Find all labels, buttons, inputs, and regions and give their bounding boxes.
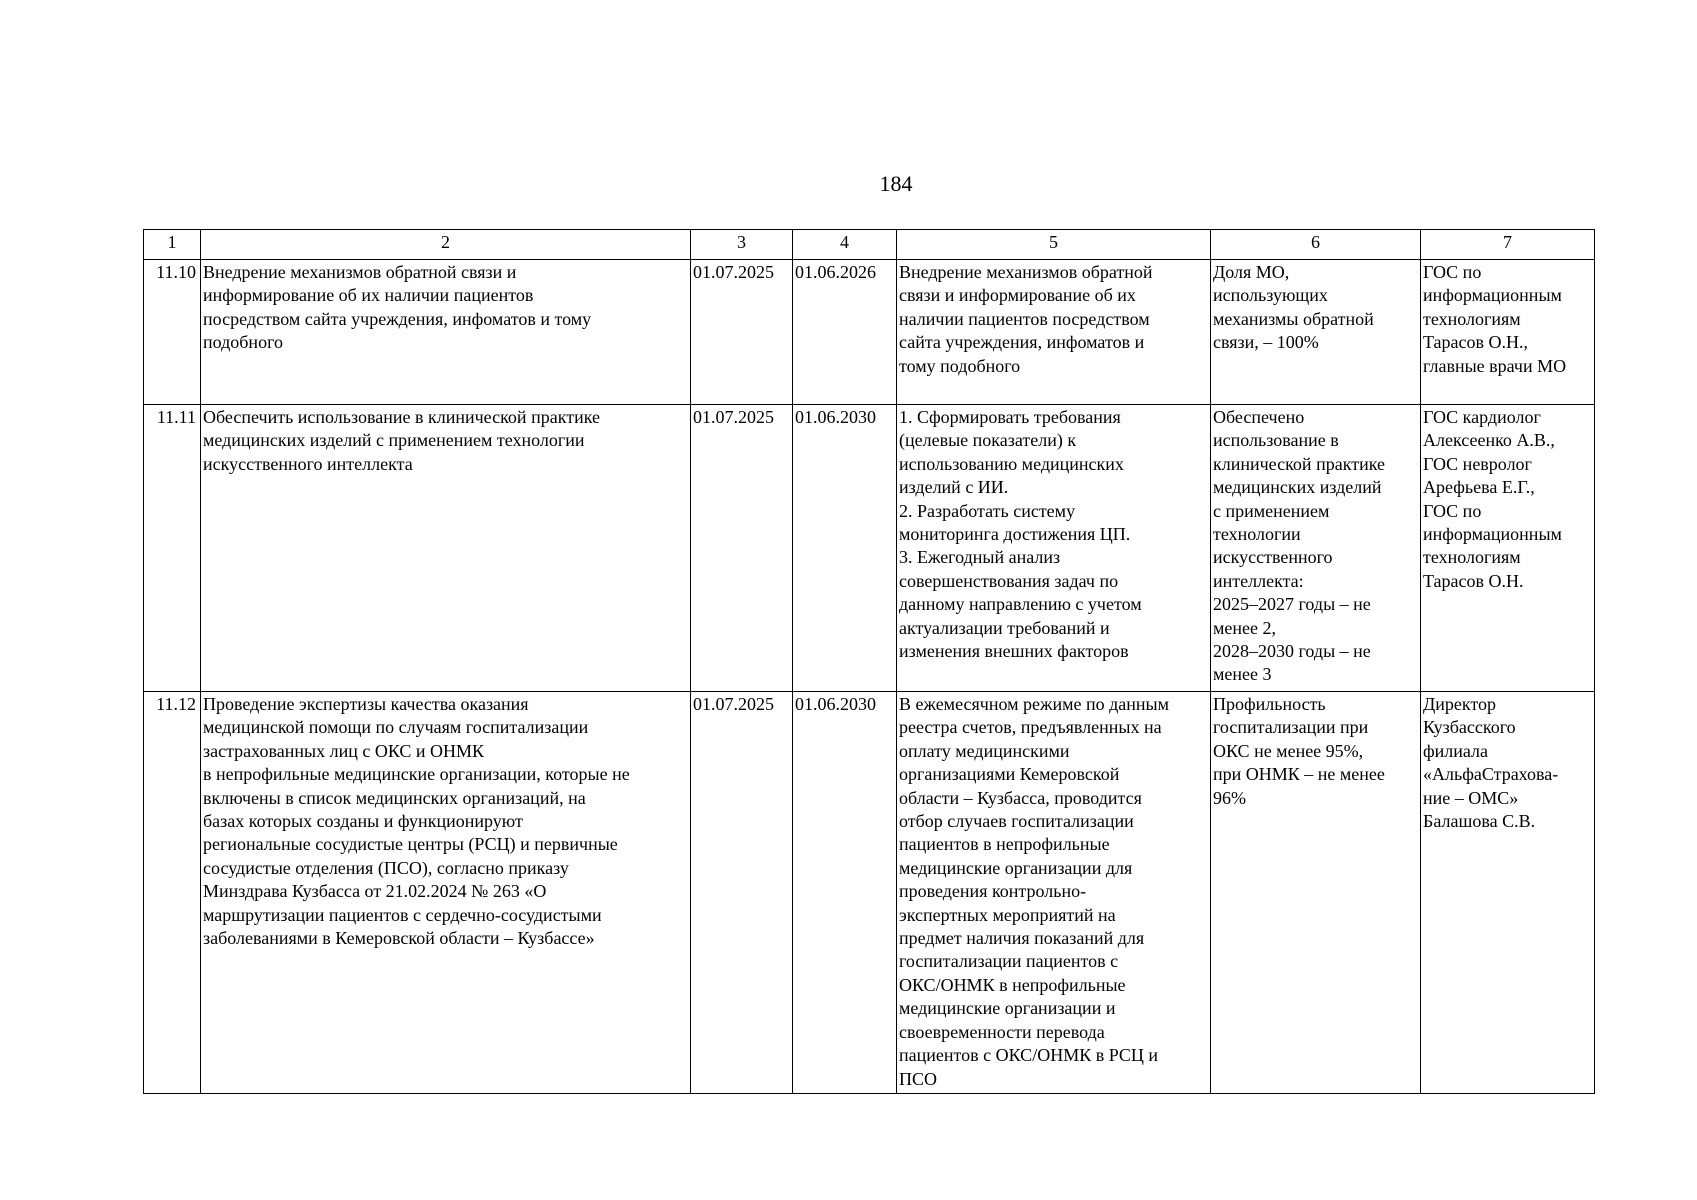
actions-cell xyxy=(897,692,1211,1094)
column-header-1: 1 xyxy=(144,230,201,260)
end-date: 01.06.2030 xyxy=(793,692,897,1094)
row-number: 11.10 xyxy=(144,260,201,405)
activity-cell xyxy=(201,405,691,692)
responsible-cell xyxy=(1421,692,1595,1094)
end-date: 01.06.2026 xyxy=(793,260,897,405)
column-header-6: 6 xyxy=(1211,230,1421,260)
end-date: 01.06.2030 xyxy=(793,405,897,692)
plan-table xyxy=(143,229,1595,1094)
row-number: 11.11 xyxy=(144,405,201,692)
start-date: 01.07.2025 xyxy=(691,260,793,405)
start-date: 01.07.2025 xyxy=(691,692,793,1094)
activity-cell xyxy=(201,692,691,1094)
responsible-text: ГОС кардиолог Алексеенко А.В., ГОС невролог Арефьева Е.Г., ГОС по информационным технологиям Тарасов О.Н. xyxy=(1423,407,1562,591)
column-header-3: 3 xyxy=(691,230,793,260)
activity-text: Внедрение механизмов обратной связи и информирование об их наличии пациентов посредством сайта учреждения, инфоматов и тому подобного xyxy=(203,262,592,353)
indicator-text: Доля МО, использующих механизмы обратной связи, – 100% xyxy=(1213,262,1374,353)
responsible-cell xyxy=(1421,405,1595,692)
activity-text: Обеспечить использование в клинической практике медицинских изделий с применением технологии искусственного интеллекта xyxy=(203,407,600,474)
actions-text: 1. Сформировать требования (целевые показатели) к использованию медицинских изделий с ИИ. 2. Разработать систему мониторинга достижения ЦП. 3. Ежегодный анализ совершенствования задач по данному направлению с учетом актуализации требований и изменения внешних факторов xyxy=(899,407,1142,662)
activity-text: Проведение экспертизы качества оказания медицинской помощи по случаям госпитализации застрахованных лиц с ОКС и ОНМК в непрофильные медицинские организации, которые не включены в список медицинских организаций, на базах которых созданы и функционируют региональные сосудистые центры (РСЦ) и первичные сосудистые отделения (ПСО), согласно приказу Минздрава Кузбасса от 21.02.2024 № 263 «О маршрутизации пациентов с сердечно-сосудистыми заболеваниями в Кемеровской области – Кузбассе» xyxy=(203,694,630,949)
indicator-cell xyxy=(1211,405,1421,692)
table-row xyxy=(144,260,1595,405)
actions-text: В ежемесячном режиме по данным реестра счетов, предъявленных на оплату медицинскими организациями Кемеровской области – Кузбасса, проводится отбор случаев госпитализации пациентов в непрофильные медицинские организации для проведения контрольно- экспертных мероприятий на предмет наличия показаний для госпитализации пациентов с ОКС/ОНМК в непрофильные медицинские организации и своевременности перевода пациентов с ОКС/ОНМК в РСЦ и ПСО xyxy=(899,694,1169,1089)
indicator-cell xyxy=(1211,692,1421,1094)
responsible-text: ГОС по информационным технологиям Тарасов О.Н., главные врачи МО xyxy=(1423,262,1567,376)
indicator-text: Профильность госпитализации при ОКС не менее 95%, при ОНМК – не менее 96% xyxy=(1213,694,1385,808)
indicator-text: Обеспечено использование в клинической практике медицинских изделий с применением технологии искусственного интеллекта: 2025–2027 годы – не менее 2, 2028–2030 годы – не менее 3 xyxy=(1213,407,1385,685)
table-body xyxy=(144,260,1595,1094)
indicator-cell xyxy=(1211,260,1421,405)
actions-cell xyxy=(897,405,1211,692)
page-number: 184 xyxy=(879,171,913,196)
table-header xyxy=(144,230,1595,260)
actions-text: Внедрение механизмов обратной связи и информирование об их наличии пациентов посредством сайта учреждения, инфоматов и тому подобного xyxy=(899,262,1153,376)
header-row xyxy=(144,230,1595,260)
column-header-5: 5 xyxy=(897,230,1211,260)
responsible-text: Директор Кузбасского филиала «АльфаСтрахова- ние – ОМС» Балашова С.В. xyxy=(1423,694,1559,832)
actions-cell xyxy=(897,260,1211,405)
column-header-7: 7 xyxy=(1421,230,1595,260)
column-header-4: 4 xyxy=(793,230,897,260)
column-header-2: 2 xyxy=(201,230,691,260)
table-row xyxy=(144,692,1595,1094)
activity-cell xyxy=(201,260,691,405)
row-number: 11.12 xyxy=(144,692,201,1094)
table-row xyxy=(144,405,1595,692)
start-date: 01.07.2025 xyxy=(691,405,793,692)
responsible-cell xyxy=(1421,260,1595,405)
